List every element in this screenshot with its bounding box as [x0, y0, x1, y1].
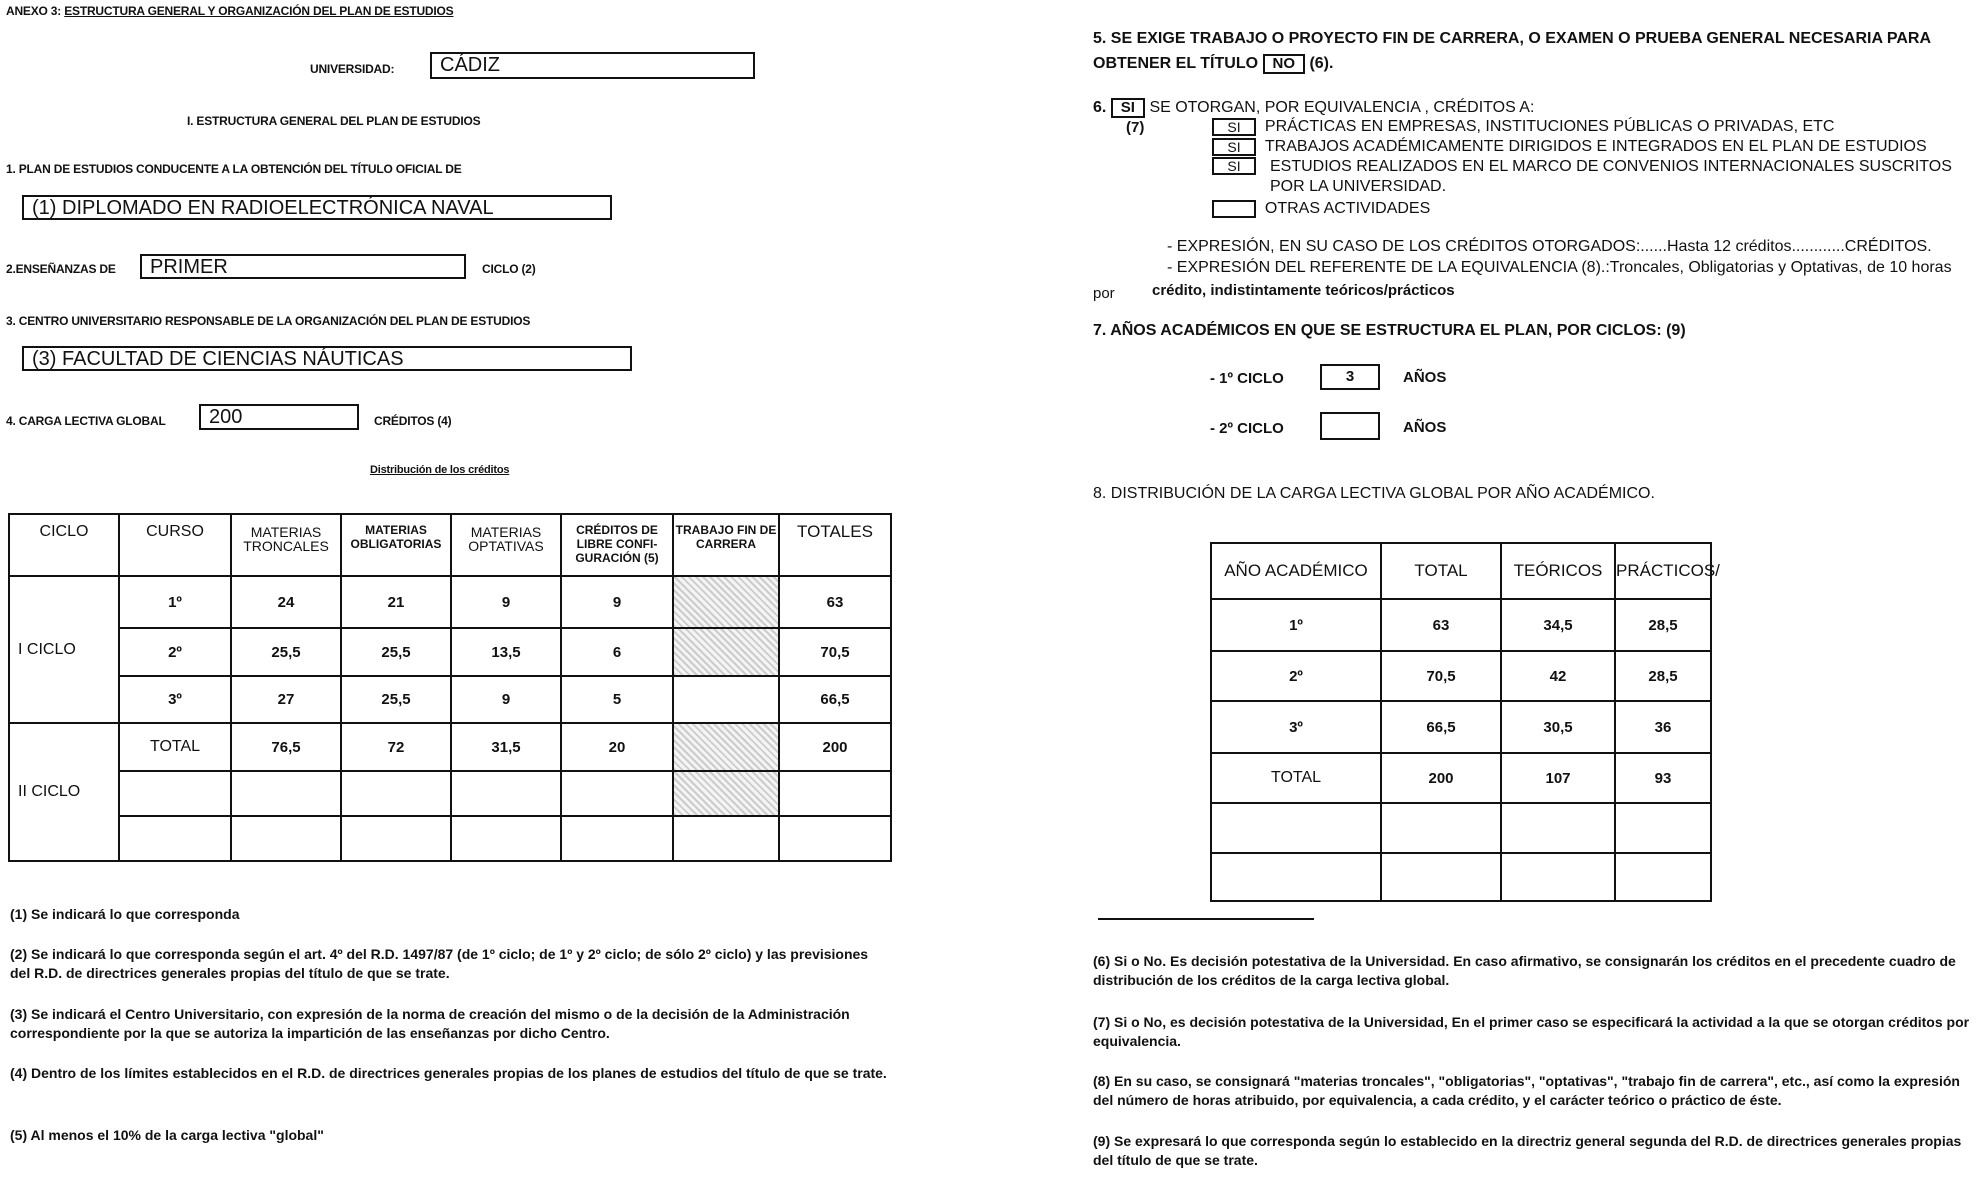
table-cell: 5	[561, 676, 673, 723]
table-cell: 3º	[1211, 701, 1381, 753]
carga-field: 200	[199, 404, 359, 430]
table-cell: 13,5	[451, 628, 561, 676]
col-header: TEÓRICOS	[1501, 543, 1615, 599]
empty-cell	[1615, 803, 1711, 853]
footnote-divider	[1098, 918, 1314, 920]
mark-box: SI	[1212, 118, 1256, 136]
item2-suffix: CICLO (2)	[482, 262, 536, 276]
col-header: PRÁCTICOS/	[1615, 543, 1711, 599]
expr2: - EXPRESIÓN DEL REFERENTE DE LA EQUIVALENCIA (8).:Troncales, Obligatorias y Optativas, de 10 horas	[1167, 259, 1952, 276]
shaded-cell	[673, 576, 779, 628]
table-cell: 72	[341, 723, 451, 771]
col-header: MATERIAS OBLIGATORIAS	[341, 514, 451, 576]
shaded-cell	[673, 628, 779, 676]
empty-cell	[1615, 853, 1711, 901]
col-header: MATERIAS TRONCALES	[231, 514, 341, 576]
empty-cell	[231, 771, 341, 816]
table-cell: 76,5	[231, 723, 341, 771]
empty-cell	[561, 816, 673, 861]
year-header-row	[1211, 543, 1711, 599]
footnote-4: (4) Dentro de los límites establecidos en el R.D. de directrices generales propias de los planes de estudios del título de que se trate.	[10, 1065, 887, 1081]
item6-prefix: 6.	[1093, 99, 1107, 117]
table-cell: 9	[561, 576, 673, 628]
item6-line	[1093, 98, 1534, 118]
item5-value: NO	[1263, 54, 1306, 74]
expr1: - EXPRESIÓN, EN SU CASO DE LOS CRÉDITOS OTORGADOS:......Hasta 12 créditos............CRÉDITOS.	[1167, 238, 1932, 255]
footnote-1: (1) Se indicará lo que corresponda	[10, 906, 240, 922]
item4-label: 4. CARGA LECTIVA GLOBAL	[6, 414, 166, 428]
item4-suffix: CRÉDITOS (4)	[374, 414, 452, 428]
dist-title: Distribución de los créditos	[370, 464, 510, 476]
item5-text-b: OBTENER EL TÍTULO	[1093, 55, 1259, 73]
item1-label: 1. PLAN DE ESTUDIOS CONDUCENTE A LA OBTENCIÓN DEL TÍTULO OFICIAL DE	[6, 162, 462, 176]
ciclo1-years-field: 3	[1320, 364, 1380, 390]
table-cell: 6	[561, 628, 673, 676]
mark-box: SI	[1212, 157, 1256, 175]
shaded-cell	[673, 723, 779, 771]
empty-cell	[1381, 853, 1501, 901]
table-row	[9, 771, 891, 816]
academic-year-table	[1210, 542, 1720, 902]
universidad-label: UNIVERSIDAD:	[310, 62, 395, 76]
table-row	[9, 676, 891, 723]
item5-suffix: (6).	[1309, 55, 1334, 73]
footnote-8: (8) En su caso, se consignará "materias troncales", "obligatorias", "optativas", "trabajo fin de carrera", etc., así como la expresión del número de horas atribuido, por equivalencia, a cada crédito, y el carácter teórico o práctico de éste.	[1093, 1073, 1960, 1108]
col-header: TRABAJO FIN DE CARRERA	[673, 514, 779, 576]
empty-cell	[673, 816, 779, 861]
equivalence-label: PRÁCTICAS EN EMPRESAS, INSTITUCIONES PÚBLICAS O PRIVADAS, ETC	[1264, 118, 1835, 135]
empty-cell	[1211, 853, 1381, 901]
table-cell: 31,5	[451, 723, 561, 771]
table-cell: 21	[341, 576, 451, 628]
table-cell: 2º	[1211, 651, 1381, 701]
col-header: AÑO ACADÉMICO	[1211, 543, 1381, 599]
empty-cell	[561, 771, 673, 816]
mark-box: SI	[1212, 138, 1256, 156]
item6-note: (7)	[1126, 119, 1145, 136]
table-cell: 34,5	[1501, 599, 1615, 651]
empty-cell	[119, 816, 231, 861]
table-cell: 20	[561, 723, 673, 771]
table-cell: 200	[779, 723, 891, 771]
table-cell: 2º	[119, 628, 231, 676]
col-header: CRÉDITOS DE LIBRE CONFI- GURACIÓN (5)	[561, 514, 673, 576]
table-row	[9, 723, 891, 771]
table-row	[1211, 753, 1711, 803]
footnote-3: (3) Se indicará el Centro Universitario, con expresión de la norma de creación del mismo o de la decisión de la Administración correspondiente por la que se autoriza la impartición de las enseñanzas por dicho Centro.	[10, 1006, 850, 1041]
ciclo-field: PRIMER	[140, 254, 466, 279]
equivalence-list	[1212, 117, 1980, 219]
equivalence-label: ESTUDIOS REALIZADOS EN EL MARCO DE CONVENIOS INTERNACIONALES SUSCRITOS POR LA UNIVERSIDAD.	[1270, 158, 1952, 195]
empty-cell	[1501, 853, 1615, 901]
table-cell: 25,5	[231, 628, 341, 676]
equivalence-item	[1212, 137, 1980, 157]
table-cell: 3º	[119, 676, 231, 723]
section-title: I. ESTRUCTURA GENERAL DEL PLAN DE ESTUDIOS	[187, 114, 481, 128]
item3-label: 3. CENTRO UNIVERSITARIO RESPONSABLE DE LA ORGANIZACIÓN DEL PLAN DE ESTUDIOS	[6, 314, 531, 328]
empty-cell	[451, 816, 561, 861]
table-cell: 66,5	[779, 676, 891, 723]
empty-cell	[1381, 803, 1501, 853]
table-cell: 42	[1501, 651, 1615, 701]
mark-box	[1212, 200, 1256, 218]
empty-cell	[779, 771, 891, 816]
table-cell: 63	[1381, 599, 1501, 651]
empty-cell	[341, 771, 451, 816]
footnote-2: (2) Se indicará lo que corresponda según el art. 4º del R.D. 1497/87 (de 1º ciclo; de 1º y 2º ciclo; de sólo 2º ciclo) y las previsiones del R.D. de directrices generales propias del título de que se trate.	[10, 946, 869, 981]
table-cell: 70,5	[779, 628, 891, 676]
ciclo1-cell: I CICLO	[9, 576, 119, 723]
centro-field: (3) FACULTAD DE CIENCIAS NÁUTICAS	[22, 346, 632, 371]
footnote-5: (5) Al menos el 10% de la carga lectiva "global"	[10, 1127, 324, 1143]
table-row	[1211, 853, 1711, 901]
shaded-cell	[673, 771, 779, 816]
anos-label: AÑOS	[1403, 419, 1447, 436]
empty-cell	[341, 816, 451, 861]
col-header: CURSO	[119, 514, 231, 576]
empty-cell	[451, 771, 561, 816]
table-cell: 9	[451, 576, 561, 628]
empty-cell	[1501, 803, 1615, 853]
item2-label: 2.ENSEÑANZAS DE	[6, 262, 116, 276]
equivalence-item	[1212, 117, 1980, 137]
empty-cell	[779, 816, 891, 861]
empty-cell	[231, 816, 341, 861]
equivalence-item	[1212, 199, 1980, 219]
ciclo1-label: - 1º CICLO	[1210, 370, 1284, 387]
table-cell: 27	[231, 676, 341, 723]
expr3-por: por	[1093, 285, 1115, 302]
item7-label: 7. AÑOS ACADÉMICOS EN QUE SE ESTRUCTURA EL PLAN, POR CICLOS: (9)	[1093, 322, 1686, 339]
item6-text: SE OTORGAN, POR EQUIVALENCIA , CRÉDITOS A:	[1149, 99, 1535, 117]
ciclo2-years-field	[1320, 412, 1380, 440]
item8-label: 8. DISTRIBUCIÓN DE LA CARGA LECTIVA GLOBAL POR AÑO ACADÉMICO.	[1093, 485, 1655, 502]
table-cell: 1º	[1211, 599, 1381, 651]
empty-cell	[119, 771, 231, 816]
table-cell: 1º	[119, 576, 231, 628]
table-cell: 66,5	[1381, 701, 1501, 753]
table-cell: 200	[1381, 753, 1501, 803]
table-row	[9, 576, 891, 628]
annex-prefix: ANEXO 3:	[6, 4, 65, 18]
equivalence-item	[1212, 157, 1980, 197]
table-cell: 25,5	[341, 628, 451, 676]
item5-line	[1093, 54, 1333, 74]
table-cell: 70,5	[1381, 651, 1501, 701]
equivalence-label: TRABAJOS ACADÉMICAMENTE DIRIGIDOS E INTEGRADOS EN EL PLAN DE ESTUDIOS	[1264, 138, 1927, 155]
anos-label: AÑOS	[1403, 369, 1447, 386]
col-header: CICLO	[9, 514, 119, 576]
table-row	[1211, 803, 1711, 853]
ciclo2-cell: II CICLO	[9, 723, 119, 861]
table-cell: 28,5	[1615, 651, 1711, 701]
credits-table	[8, 513, 892, 862]
annex-title: ESTRUCTURA GENERAL Y ORGANIZACIÓN DEL PLAN DE ESTUDIOS	[64, 4, 454, 18]
table-row	[9, 628, 891, 676]
expr3: crédito, indistintamente teóricos/prácticos	[1152, 282, 1455, 299]
table-cell: TOTAL	[1211, 753, 1381, 803]
table-row	[1211, 701, 1711, 753]
table-cell: 28,5	[1615, 599, 1711, 651]
table-cell: 93	[1615, 753, 1711, 803]
table-row	[9, 816, 891, 861]
empty-cell	[673, 676, 779, 723]
table-cell: 63	[779, 576, 891, 628]
table-cell: 24	[231, 576, 341, 628]
universidad-field: CÁDIZ	[430, 52, 755, 79]
table-row	[1211, 599, 1711, 651]
credits-header-row	[9, 514, 891, 576]
col-header: TOTALES	[779, 514, 891, 576]
item6-value: SI	[1111, 98, 1145, 118]
titulo-field: (1) DIPLOMADO EN RADIOELECTRÓNICA NAVAL	[22, 195, 612, 220]
table-cell: 25,5	[341, 676, 451, 723]
item5-text-a: 5. SE EXIGE TRABAJO O PROYECTO FIN DE CARRERA, O EXAMEN O PRUEBA GENERAL NECESARIA PARA	[1093, 30, 1932, 47]
ciclo2-label: - 2º CICLO	[1210, 420, 1284, 437]
empty-cell	[1211, 803, 1381, 853]
table-cell: 9	[451, 676, 561, 723]
footnote-9: (9) Se expresará lo que corresponda según lo establecido en la directriz general segunda del R.D. de directrices generales propias del título de que se trate.	[1093, 1133, 1962, 1168]
table-row	[1211, 651, 1711, 701]
table-cell: 107	[1501, 753, 1615, 803]
table-cell: TOTAL	[119, 723, 231, 771]
footnote-6: (6) Si o No. Es decisión potestativa de la Universidad. En caso afirmativo, se consignarán los créditos en el precedente cuadro de distribución de los créditos de la carga lectiva global.	[1093, 953, 1956, 988]
annex-header	[6, 4, 453, 18]
table-cell: 36	[1615, 701, 1711, 753]
col-header: TOTAL	[1381, 543, 1501, 599]
table-cell: 30,5	[1501, 701, 1615, 753]
col-header: MATERIAS OPTATIVAS	[451, 514, 561, 576]
equivalence-label: OTRAS ACTIVIDADES	[1264, 200, 1431, 217]
footnote-7: (7) Si o No, es decisión potestativa de la Universidad, En el primer caso se especificará la actividad a la que se otorgan créditos por equivalencia.	[1093, 1014, 1970, 1049]
